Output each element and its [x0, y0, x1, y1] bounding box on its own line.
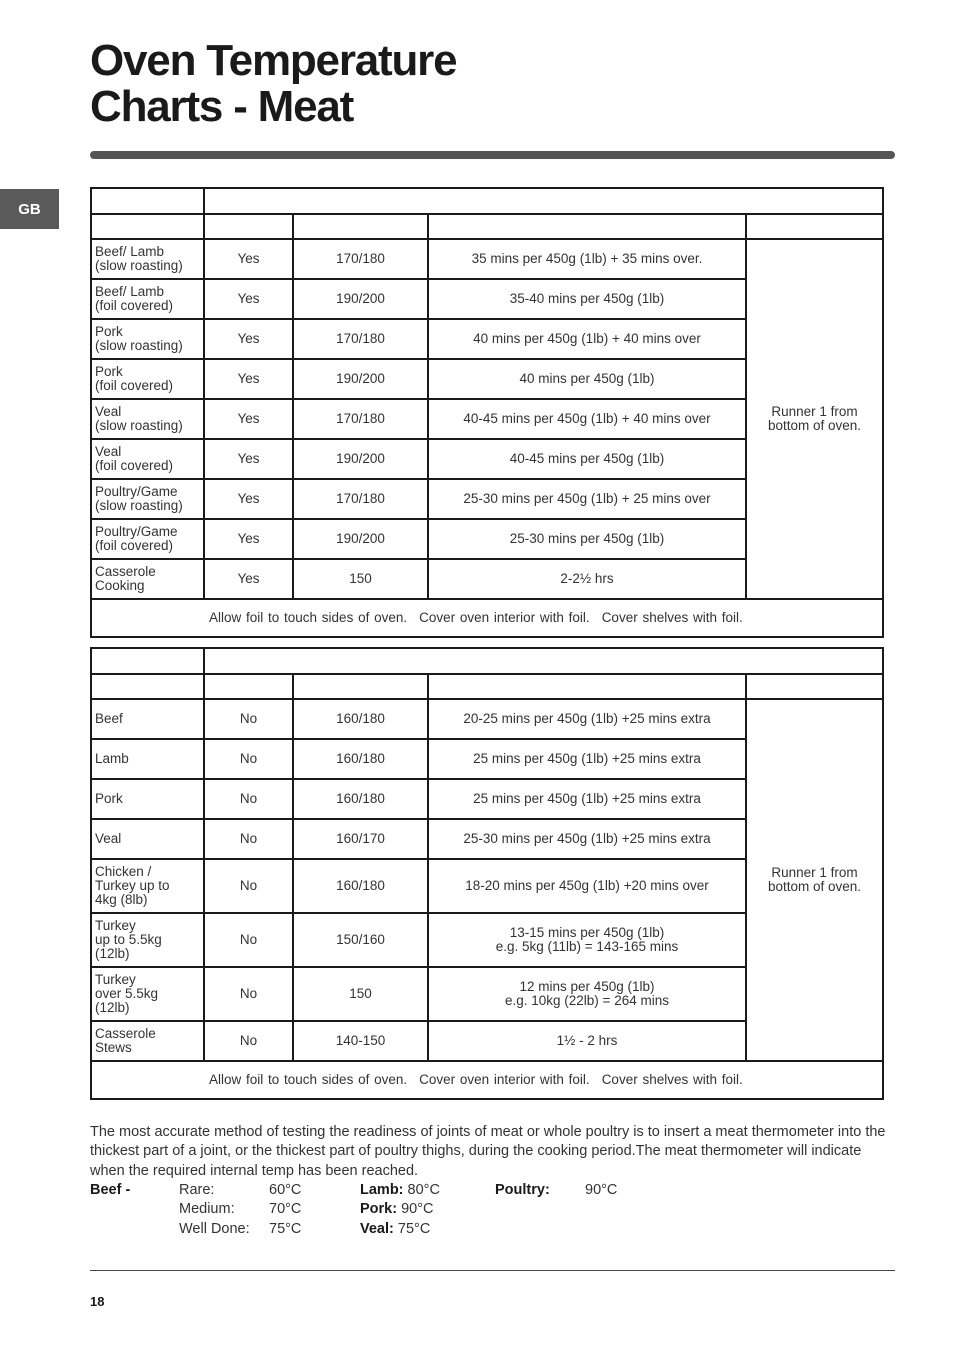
temperature-cell: 160/180 — [293, 739, 428, 779]
header-cell — [204, 188, 883, 214]
food-name: Pork — [95, 364, 123, 379]
subheader-row — [91, 214, 883, 239]
beef-rare-label: Rare: — [179, 1182, 215, 1198]
subheader-cell — [293, 674, 428, 699]
food-cell — [91, 967, 204, 1021]
fan-roasting-table — [90, 647, 884, 1100]
food-name: Beef — [95, 711, 123, 726]
temperature-cell: 150 — [293, 559, 428, 599]
food-cell — [91, 913, 204, 967]
food-name: (foil covered) — [95, 538, 174, 553]
temperature-cell: 190/200 — [293, 519, 428, 559]
food-cell — [91, 559, 204, 599]
preheat-cell: Yes — [204, 359, 293, 399]
food-name: Turkey — [95, 918, 136, 933]
subheader-cell — [746, 674, 883, 699]
cooking-time-cell — [428, 859, 746, 913]
temperature-cell: 190/200 — [293, 279, 428, 319]
preheat-cell: No — [204, 913, 293, 967]
foil-guidance-row — [91, 599, 883, 637]
subheader-cell — [91, 674, 204, 699]
header-cell — [91, 648, 204, 674]
preheat-cell: Yes — [204, 519, 293, 559]
food-cell — [91, 1021, 204, 1061]
food-name: Veal — [95, 444, 122, 459]
cooking-time: 2-2½ hrs — [560, 571, 614, 586]
food-name: Cooking — [95, 578, 145, 593]
preheat-cell: No — [204, 779, 293, 819]
foil-guidance-text: Cover shelves with foil. — [601, 1072, 743, 1087]
cooking-time-cell — [428, 739, 746, 779]
temperature-cell: 190/200 — [293, 359, 428, 399]
preheat-cell: Yes — [204, 279, 293, 319]
cooking-time: 1½ - 2 hrs — [556, 1033, 618, 1048]
other-meat-temps — [360, 1181, 440, 1239]
food-name: (12lb) — [95, 1000, 130, 1015]
poultry-value: 90°C — [585, 1182, 618, 1198]
table-row — [91, 239, 883, 279]
preheat-cell: No — [204, 859, 293, 913]
page-number: 18 — [90, 1294, 105, 1309]
food-name: Pork — [95, 791, 123, 806]
title-divider — [90, 151, 895, 159]
food-name: Poultry/Game — [95, 524, 178, 539]
food-name: Stews — [95, 1040, 132, 1055]
food-name: (slow roasting) — [95, 258, 183, 273]
preheat-cell: Yes — [204, 319, 293, 359]
food-name: Turkey — [95, 972, 136, 987]
header-cell — [91, 188, 204, 214]
subheader-cell — [204, 674, 293, 699]
cooking-time: 40 mins per 450g (1lb) + 40 mins over — [473, 331, 701, 346]
subheader-cell — [746, 214, 883, 239]
preheat-cell: No — [204, 1021, 293, 1061]
cooking-time-cell — [428, 319, 746, 359]
cooking-time-cell — [428, 819, 746, 859]
food-cell — [91, 519, 204, 559]
temperature-cell: 150 — [293, 967, 428, 1021]
cooking-time-cell — [428, 479, 746, 519]
preheat-cell: No — [204, 739, 293, 779]
food-cell — [91, 399, 204, 439]
food-name: 4kg (8lb) — [95, 892, 148, 907]
food-name: (foil covered) — [95, 458, 174, 473]
cooking-time: 25 mins per 450g (1lb) +25 mins extra — [473, 751, 701, 766]
food-name: Casserole — [95, 1026, 156, 1041]
shelf-position: Runner 1 from — [771, 404, 858, 419]
beef-doneness-values — [269, 1181, 301, 1239]
food-name: up to 5.5kg — [95, 932, 162, 947]
thermometer-intro: The most accurate method of testing the readiness of joints of meat or whole poultry is to insert a meat thermometer into the thickest part of a joint, or the thickest part of poultry thighs, during the cooking period.The meat thermometer will indicate when the required internal temp has been reached. — [90, 1124, 886, 1179]
preheat-cell: No — [204, 699, 293, 739]
cooking-time: 25 mins per 450g (1lb) +25 mins extra — [473, 791, 701, 806]
food-cell — [91, 479, 204, 519]
cooking-time: 35-40 mins per 450g (1lb) — [509, 291, 665, 306]
food-cell — [91, 819, 204, 859]
foil-guidance-cell — [91, 1061, 883, 1099]
foil-guidance-text: Allow foil to touch sides of oven. — [209, 1072, 408, 1087]
language-tab: GB — [0, 189, 59, 229]
foil-guidance-text: Allow foil to touch sides of oven. — [209, 610, 408, 625]
cooking-time-cell — [428, 359, 746, 399]
preheat-cell: Yes — [204, 439, 293, 479]
food-name: Pork — [95, 324, 123, 339]
cooking-time: 18-20 mins per 450g (1lb) +20 mins over — [465, 878, 709, 893]
footer-divider — [90, 1270, 895, 1271]
food-name: Beef/ Lamb — [95, 284, 165, 299]
cooking-time-cell — [428, 779, 746, 819]
food-cell — [91, 699, 204, 739]
cooking-time-cell — [428, 913, 746, 967]
veal-temp: Veal: 75°C — [360, 1220, 431, 1237]
preheat-cell: No — [204, 819, 293, 859]
cooking-time: e.g. 5kg (11lb) = 143-165 mins — [495, 939, 679, 954]
food-name: (foil covered) — [95, 378, 174, 393]
food-cell — [91, 739, 204, 779]
beef-rare-value: 60°C — [269, 1182, 302, 1198]
food-name: (12lb) — [95, 946, 130, 961]
cooking-time: 35 mins per 450g (1lb) + 35 mins over. — [471, 251, 703, 266]
cooking-time-cell — [428, 279, 746, 319]
cooking-time-cell — [428, 439, 746, 479]
poultry-label: Poultry: — [495, 1182, 550, 1198]
beef-well-done-label: Well Done: — [179, 1220, 250, 1237]
shelf-position: bottom of oven. — [767, 879, 862, 894]
food-cell — [91, 359, 204, 399]
temperature-cell: 160/180 — [293, 779, 428, 819]
foil-guidance-cell — [91, 599, 883, 637]
subheader-cell — [428, 674, 746, 699]
cooking-time: 25-30 mins per 450g (1lb) + 25 mins over — [463, 491, 711, 506]
cooking-time-cell — [428, 699, 746, 739]
food-name: (foil covered) — [95, 298, 174, 313]
temperature-cell: 160/170 — [293, 819, 428, 859]
lamb-temp: Lamb: 80°C — [360, 1182, 440, 1198]
temperature-cell: 170/180 — [293, 479, 428, 519]
foil-guidance-row — [91, 1061, 883, 1099]
cooking-time: 25-30 mins per 450g (1lb) — [509, 531, 665, 546]
foil-guidance-text: Cover oven interior with foil. — [419, 1072, 590, 1087]
cooking-time-cell — [428, 519, 746, 559]
subheader-row — [91, 674, 883, 699]
temperature-cell: 160/180 — [293, 699, 428, 739]
food-name: Veal — [95, 831, 122, 846]
title-line-2: Charts - Meat — [90, 82, 354, 131]
cooking-time: 13-15 mins per 450g (1lb) — [509, 925, 665, 940]
cooking-time: 25-30 mins per 450g (1lb) +25 mins extra — [463, 831, 711, 846]
temperature-cell: 190/200 — [293, 439, 428, 479]
pork-temp: Pork: 90°C — [360, 1201, 434, 1218]
preheat-cell: No — [204, 967, 293, 1021]
preheat-cell: Yes — [204, 399, 293, 439]
food-name: Poultry/Game — [95, 484, 178, 499]
foil-guidance-text: Cover shelves with foil. — [601, 610, 743, 625]
food-name: Beef/ Lamb — [95, 244, 165, 259]
cooking-time: 40-45 mins per 450g (1lb) + 40 mins over — [463, 411, 711, 426]
food-name: Turkey up to — [95, 878, 170, 893]
subheader-cell — [428, 214, 746, 239]
subheader-cell — [293, 214, 428, 239]
header-row — [91, 648, 883, 674]
temperature-cell: 170/180 — [293, 319, 428, 359]
food-cell — [91, 439, 204, 479]
food-name: (slow roasting) — [95, 338, 183, 353]
table-row — [91, 699, 883, 739]
cooking-time-cell — [428, 239, 746, 279]
temperature-cell: 150/160 — [293, 913, 428, 967]
shelf-position: bottom of oven. — [767, 418, 862, 433]
food-cell — [91, 859, 204, 913]
preheat-cell: Yes — [204, 559, 293, 599]
shelf-position-cell — [746, 699, 883, 1061]
beef-medium-value: 70°C — [269, 1201, 302, 1218]
beef-well-done-value: 75°C — [269, 1220, 302, 1237]
cooking-time-cell — [428, 559, 746, 599]
temperature-cell: 170/180 — [293, 399, 428, 439]
shelf-position-cell — [746, 239, 883, 599]
food-name: Veal — [95, 404, 122, 419]
temperature-cell: 170/180 — [293, 239, 428, 279]
cooking-time-cell — [428, 967, 746, 1021]
cooking-time: 12 mins per 450g (1lb) — [519, 979, 655, 994]
food-name: Casserole — [95, 564, 156, 579]
beef-medium-label: Medium: — [179, 1201, 235, 1218]
food-name: over 5.5kg — [95, 986, 159, 1001]
preheat-cell: Yes — [204, 239, 293, 279]
conventional-roasting-table — [90, 187, 884, 638]
temperature-cell: 140-150 — [293, 1021, 428, 1061]
cooking-time-cell — [428, 1021, 746, 1061]
title-line-1: Oven Temperature — [90, 36, 457, 85]
subheader-cell — [91, 214, 204, 239]
page-title — [90, 38, 456, 130]
foil-guidance-text: Cover oven interior with foil. — [419, 610, 590, 625]
food-cell — [91, 779, 204, 819]
food-cell — [91, 239, 204, 279]
preheat-cell: Yes — [204, 479, 293, 519]
food-name: (slow roasting) — [95, 498, 183, 513]
food-cell — [91, 319, 204, 359]
cooking-time: e.g. 10kg (22lb) = 264 mins — [505, 993, 669, 1008]
food-name: Chicken / — [95, 864, 152, 879]
temperature-cell: 160/180 — [293, 859, 428, 913]
cooking-time: 20-25 mins per 450g (1lb) +25 mins extra — [463, 711, 711, 726]
cooking-time-cell — [428, 399, 746, 439]
header-row — [91, 188, 883, 214]
subheader-cell — [204, 214, 293, 239]
food-cell — [91, 279, 204, 319]
cooking-time: 40-45 mins per 450g (1lb) — [509, 451, 665, 466]
beef-doneness-labels — [179, 1181, 250, 1239]
header-cell — [204, 648, 883, 674]
cooking-time: 40 mins per 450g (1lb) — [519, 371, 655, 386]
beef-heading: Beef - — [90, 1182, 131, 1198]
shelf-position: Runner 1 from — [771, 865, 858, 880]
food-name: Lamb — [95, 751, 129, 766]
food-name: (slow roasting) — [95, 418, 183, 433]
